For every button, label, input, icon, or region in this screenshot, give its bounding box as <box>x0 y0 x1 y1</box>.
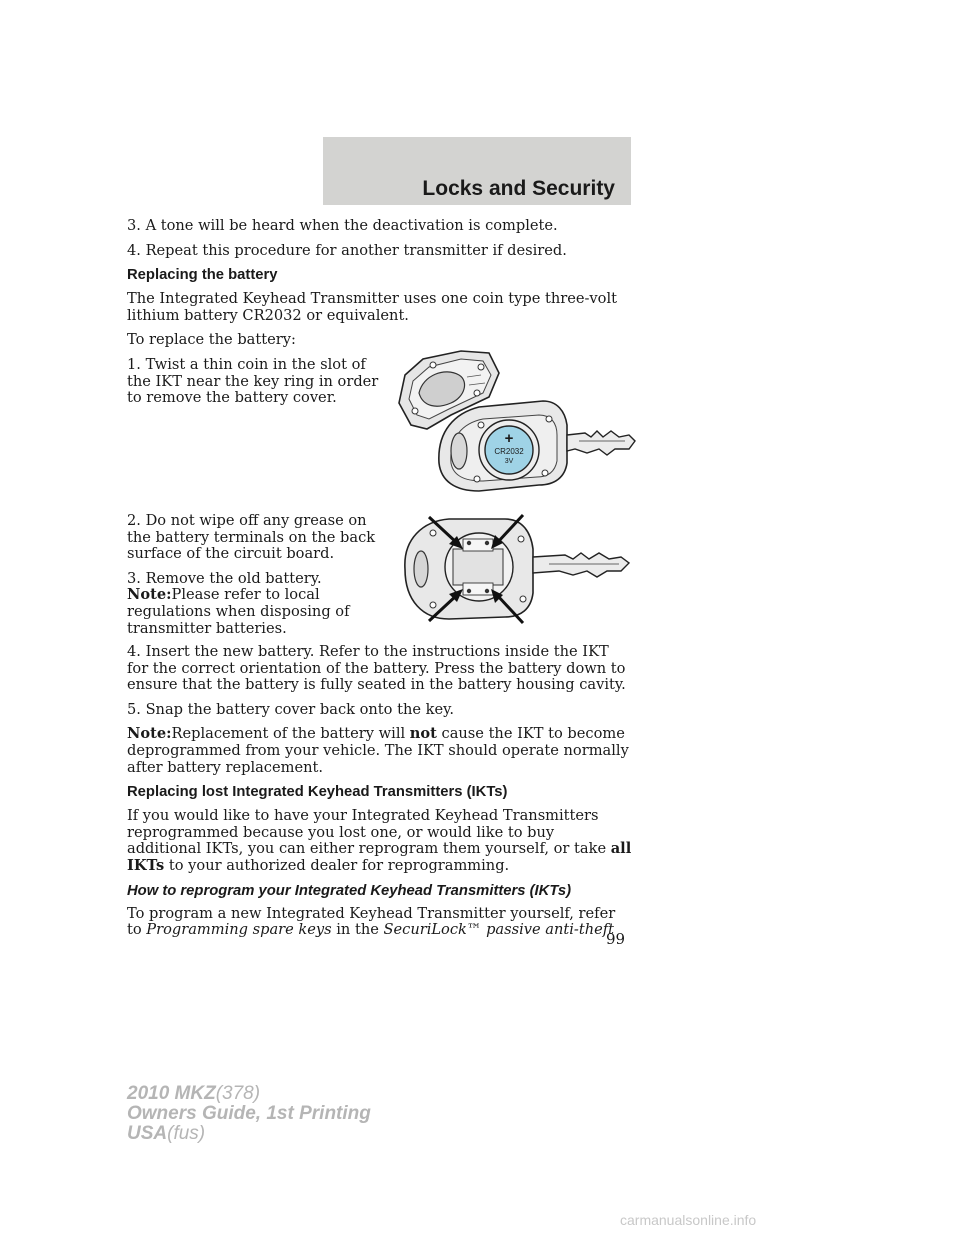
section-title: Locks and Security <box>422 177 615 200</box>
paragraph-text: in the <box>331 921 384 939</box>
footer-market-code: (fus) <box>167 1123 206 1144</box>
step-3: 3. Remove the old battery. <box>127 569 322 587</box>
key-circuit-board-illustration <box>405 519 629 619</box>
paragraph-text: To program a new Integrated Keyhead Transmitter yourself, refer to <box>127 904 616 939</box>
battery-plus-label: + <box>504 429 514 447</box>
battery-model-label: CR2032 <box>494 446 524 456</box>
note-text: Replacement of the battery will <box>171 725 410 743</box>
heading-how-to-reprogram: How to reprogram your Integrated Keyhead Transmitters (IKTs) <box>127 882 571 899</box>
page-content <box>127 218 632 939</box>
note-label: Note: <box>127 725 172 743</box>
battery-cover-figure <box>389 345 639 509</box>
step-1: 1. Twist a thin coin in the slot of the IKT near the key ring in order to remove the battery cover. <box>127 355 379 407</box>
note-text: Please refer to local regulations when disposing of transmitter batteries. <box>127 586 350 637</box>
paragraph: 4. Repeat this procedure for another transmitter if desired. <box>127 241 567 259</box>
page-number: 99 <box>606 930 626 948</box>
footer-model-code: (378) <box>215 1083 261 1104</box>
paragraph-text: to your authorized dealer for reprogramming. <box>164 856 510 874</box>
footer-market: USA <box>127 1123 168 1144</box>
paragraph <box>127 906 632 939</box>
note-1 <box>127 587 379 637</box>
paragraph-italic: Programming spare keys <box>146 921 332 939</box>
battery-terminals-figure <box>389 509 639 627</box>
watermark: carmanualsonline.info <box>620 1212 757 1228</box>
key-with-battery-illustration <box>439 401 635 491</box>
step-5: 5. Snap the battery cover back onto the key. <box>127 700 455 718</box>
note-label: Note: <box>127 586 172 604</box>
paragraph: 3. A tone will be heard when the deactivation is complete. <box>127 217 558 234</box>
paragraph <box>127 808 632 874</box>
paragraph-emphasis: all IKTs <box>127 840 632 874</box>
footer-model: 2010 MKZ <box>127 1083 216 1104</box>
battery-voltage-label: 3V <box>504 457 514 465</box>
step-1-block <box>127 357 632 513</box>
note-2 <box>127 726 632 776</box>
step-2: 2. Do not wipe off any grease on the battery terminals on the back surface of the circuit board. <box>127 511 376 563</box>
paragraph: To replace the battery: <box>127 331 296 349</box>
note-text: cause the IKT to become deprogrammed from your vehicle. The IKT should operate normally after battery replacement. <box>127 725 629 776</box>
paragraph: The Integrated Keyhead Transmitter uses one coin type three-volt lithium battery CR2032 or equivalent. <box>127 290 617 324</box>
steps-2-3-block <box>127 513 632 644</box>
paragraph-italic: SecuriLock™ passive anti-theft <box>383 921 615 939</box>
footer-guide-edition: Owners Guide, 1st Printing <box>127 1103 371 1124</box>
heading-replacing-battery: Replacing the battery <box>127 267 278 284</box>
heading-replacing-lost-ikts: Replacing lost Integrated Keyhead Transmitters (IKTs) <box>127 784 508 801</box>
paragraph-text: If you would like to have your Integrated Keyhead Transmitters reprogrammed because you lost one, or would like to buy additional IKTs, you can either reprogram them yourself, or take <box>127 807 611 858</box>
step-4: 4. Insert the new battery. Refer to the instructions inside the IKT for the correct orientation of the battery. Press the battery down to ensure that the battery is fully seated in the battery housing cavity. <box>127 642 626 694</box>
note-emphasis: not <box>409 725 437 743</box>
section-header-band <box>323 137 631 205</box>
print-footer <box>127 1084 371 1144</box>
